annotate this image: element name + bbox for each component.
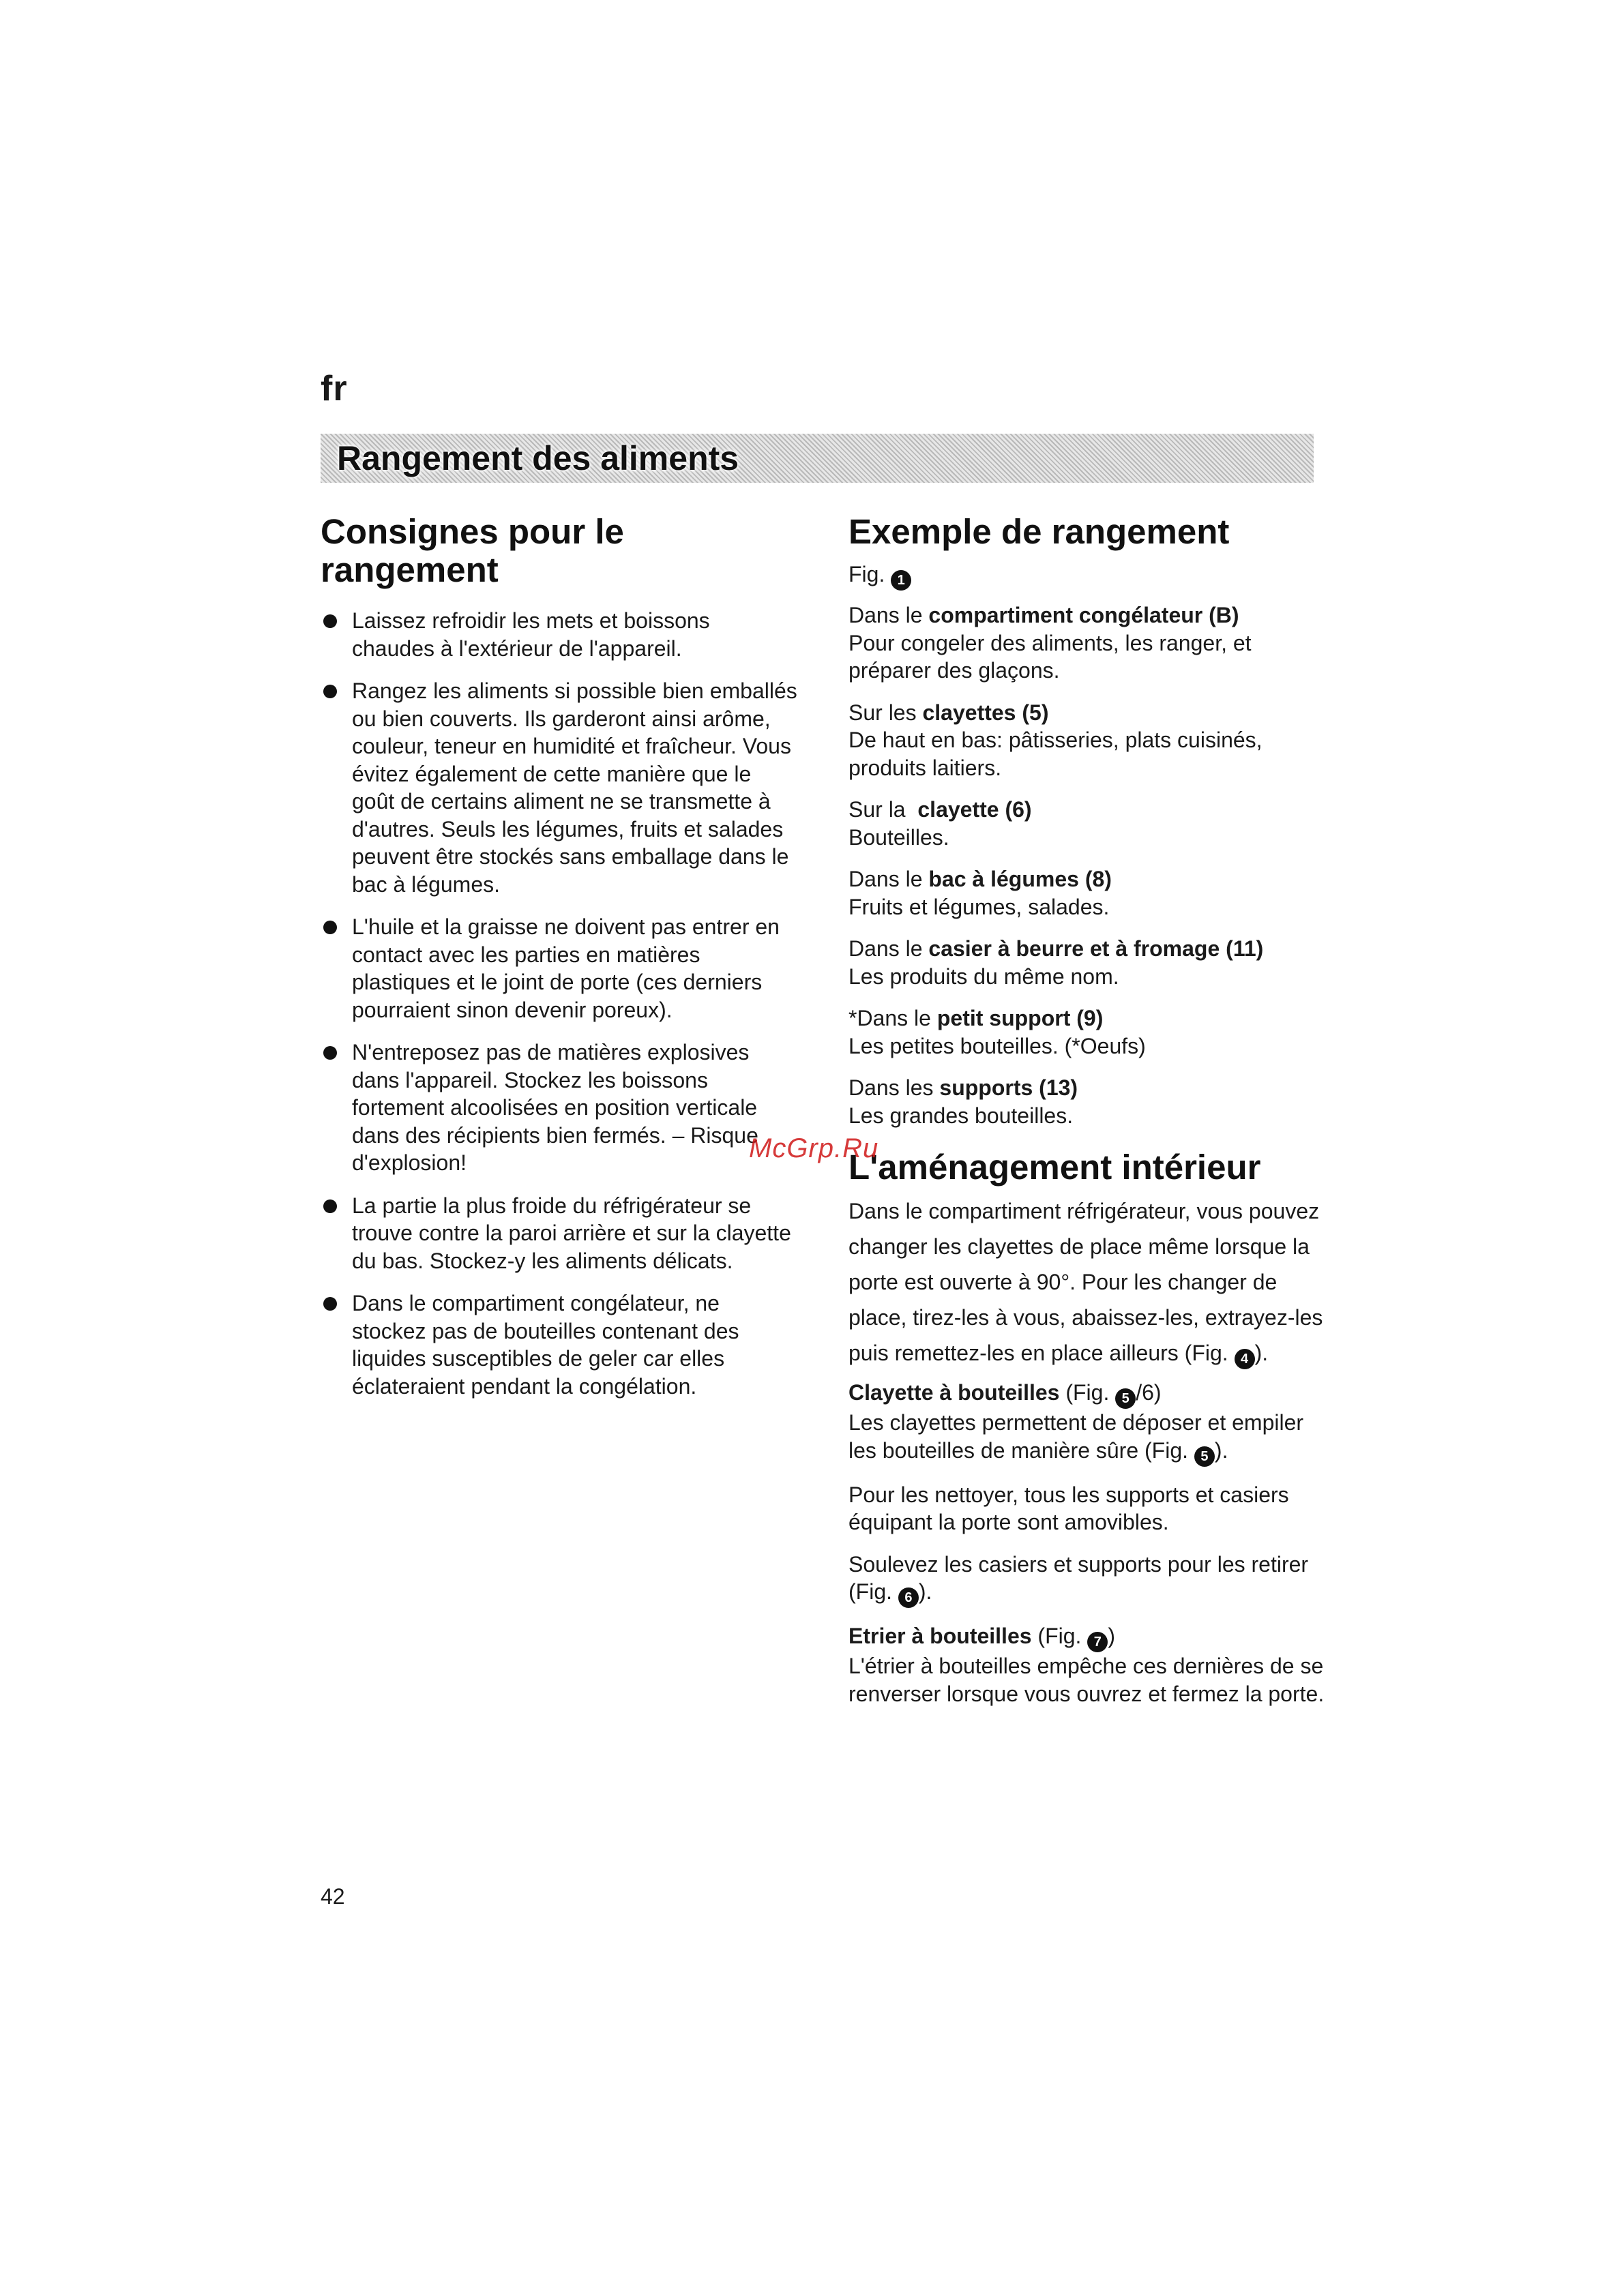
page-number: 42 bbox=[321, 1884, 345, 1909]
bottle-shelf-paragraph: Clayette à bouteilles (Fig. 5 /6) Les clayettes permettent de déposer et empiler les bouteilles de manière sûre (Fig. 5 ). bbox=[848, 1379, 1326, 1467]
list-item: Rangez les aliments si possible bien emballés ou bien couverts. Ils garderont ainsi arôme, couleur, teneur en humidité et fraîcheur. Vous évitez également de cette manière que le goût de certains aliment ne se transmette à d'autres. Seuls les légumes, fruits et salades peuvent être stockés sans emballage dans le bac à légumes. bbox=[321, 677, 798, 898]
figure-number-icon: 6 bbox=[898, 1587, 919, 1608]
bullet-icon bbox=[323, 1199, 337, 1213]
storage-guidelines-heading: Consignes pour le rangement bbox=[321, 512, 624, 589]
storage-entry: Sur la clayette (6) Bouteilles. bbox=[848, 797, 1032, 850]
watermark: McGrp.Ru bbox=[749, 1133, 879, 1163]
bottle-retainer-title: Etrier à bouteilles bbox=[848, 1624, 1032, 1648]
cleaning-paragraph: Pour les nettoyer, tous les supports et casiers équipant la porte sont amovibles. bbox=[848, 1482, 1289, 1534]
section-banner bbox=[321, 434, 1314, 483]
storage-entry: Dans le compartiment congélateur (B) Pour congeler des aliments, les ranger, et préparer des glaçons. bbox=[848, 603, 1252, 683]
storage-entry: Dans le bac à légumes (8) Fruits et légumes, salades. bbox=[848, 867, 1112, 919]
list-item: N'entreposez pas de matières explosives dans l'appareil. Stockez les boissons fortement alcoolisées en position verticale dans des récipients bien fermés. – Risque d'explosion! bbox=[321, 1039, 798, 1177]
figure-reference: Fig. 1 bbox=[848, 561, 1326, 591]
remove-racks-paragraph: Soulevez les casiers et supports pour les retirer (Fig. 6 ). bbox=[848, 1551, 1326, 1609]
interior-layout-heading: L'aménagement intérieur bbox=[848, 1148, 1261, 1187]
bottle-retainer-paragraph: Etrier à bouteilles (Fig. 7 ) L'étrier à bouteilles empêche ces dernières de se renverser lorsque vous ouvrez et fermez la porte. bbox=[848, 1624, 1325, 1706]
list-item: Laissez refroidir les mets et boissons chaudes à l'extérieur de l'appareil. bbox=[321, 607, 798, 662]
language-code: fr bbox=[321, 369, 348, 408]
right-column bbox=[848, 513, 1326, 1722]
bullet-icon bbox=[323, 685, 337, 698]
figure-number-icon: 5 bbox=[1194, 1446, 1215, 1467]
list-item: La partie la plus froide du réfrigérateur se trouve contre la paroi arrière et sur la clayette du bas. Stockez-y les aliments délicats. bbox=[321, 1192, 798, 1275]
bottle-shelf-title: Clayette à bouteilles bbox=[848, 1380, 1060, 1405]
bullet-icon bbox=[323, 921, 337, 934]
storage-entry: Dans le casier à beurre et à fromage (11) Les produits du même nom. bbox=[848, 936, 1264, 989]
bullet-icon bbox=[323, 1046, 337, 1060]
figure-number-icon: 5 bbox=[1115, 1388, 1136, 1409]
list-item: L'huile et la graisse ne doivent pas entrer en contact avec les parties en matières plastiques et le joint de porte (ces derniers pourraient sinon devenir poreux). bbox=[321, 913, 798, 1024]
figure-number-icon: 1 bbox=[891, 570, 911, 591]
bullet-icon bbox=[323, 1297, 337, 1311]
left-column bbox=[321, 513, 798, 1415]
figure-number-icon: 7 bbox=[1087, 1632, 1108, 1652]
storage-entry: Sur les clayettes (5) De haut en bas: pâtisseries, plats cuisinés, produits laitiers. bbox=[848, 700, 1263, 780]
storage-example-heading: Exemple de rangement bbox=[848, 512, 1230, 551]
figure-number-icon: 4 bbox=[1235, 1349, 1255, 1369]
storage-entry: *Dans le petit support (9) Les petites bouteilles. (*Oeufs) bbox=[848, 1006, 1146, 1058]
list-item: Dans le compartiment congélateur, ne stockez pas de bouteilles contenant des liquides susceptibles de geler car elles éclateraient pendant la congélation. bbox=[321, 1289, 798, 1400]
bullet-icon bbox=[323, 614, 337, 628]
storage-entry: Dans les supports (13) Les grandes bouteilles. bbox=[848, 1075, 1078, 1128]
interior-layout-paragraph: Dans le compartiment réfrigérateur, vous pouvez changer les clayettes de place même lorsque la porte est ouverte à 90°. Pour les changer de place, tirez-les à vous, abaissez-les, extrayez-les puis remettez-les en place ailleurs (Fig. 4 ). bbox=[848, 1193, 1326, 1371]
guidelines-list bbox=[321, 607, 798, 1400]
section-title: Rangement des aliments bbox=[337, 439, 739, 477]
